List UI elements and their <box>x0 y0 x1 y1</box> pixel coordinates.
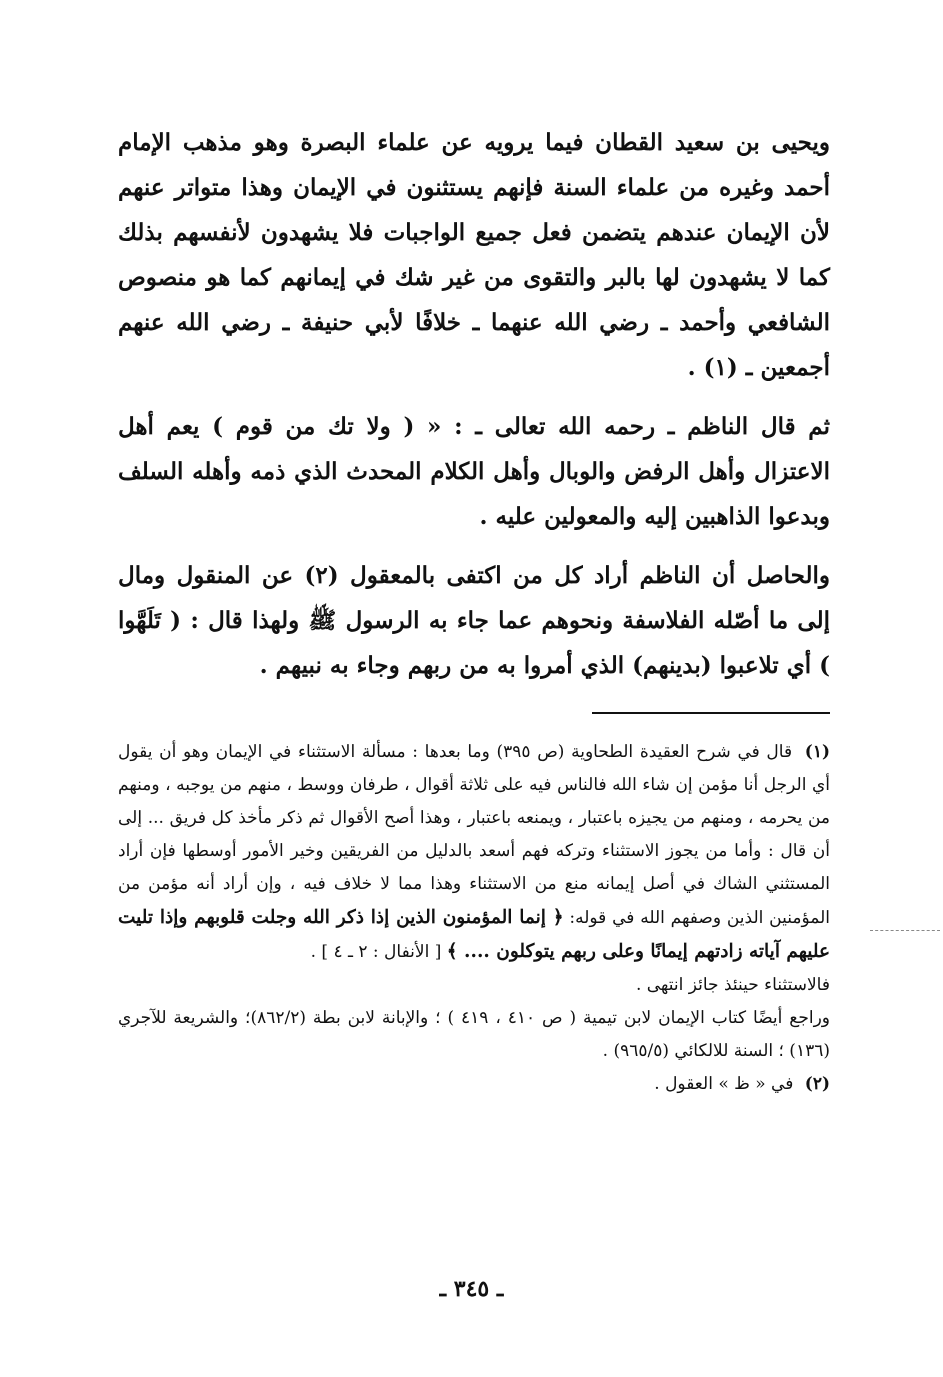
footnote-separator <box>592 712 830 714</box>
footnote-2 <box>118 1068 830 1101</box>
footnote-1-conclusion: فالاستثناء حينئذ جائز انتهى . <box>635 975 830 995</box>
footnote-1-references: وراجع أيضًا كتاب الإيمان لابن تيمية ( ص ٤١٠ ، ٤١٩ ) ؛ والإبانة لابن بطة (٨٦٢/٢)؛ والشريعة للآجري (١٣٦) ؛ السنة للالكائي (٩٦٥/٥) . <box>118 1008 830 1061</box>
footnotes <box>118 736 830 1101</box>
paragraph-1: ويحيى بن سعيد القطان فيما يرويه عن علماء البصرة وهو مذهب الإمام أحمد وغيره من علماء السنة فإنهم يستثنون في الإيمان وهذا متواتر عنهم لأن الإيمان عندهم يتضمن فعل جميع الواجبات فلا يشهدون لأنفسهم بذلك كما لا يشهدون لها بالبر والتقوى من غير شك في إيمانهم كما هو منصوص الشافعي وأحمد ـ رضي الله عنهما ـ خلافًا لأبي حنيفة ـ رضي الله عنهم أجمعين ـ (١) . <box>118 129 830 381</box>
margin-scan-mark <box>870 930 940 931</box>
page-number: ـ ٣٤٥ ـ <box>439 1276 504 1302</box>
footnote-1-text: قال في شرح العقيدة الطحاوية (ص ٣٩٥) وما بعدها : مسألة الاستثناء في الإيمان وهو أن يقول أي الرجل أنا مؤمن إن شاء الله فالناس فيه على ثلاثة أقوال ، طرفان ووسط ، منهم من يوجبه ، ومنهم من يحرمه ، ومنهم من يجيزه باعتبار ، ويمنعه باعتبار ، وهذا أصح الأقوال ثم ذكر مأخذ كل فريق ... إلى أن قال : وأما من يجوز الاستثناء وتركه فهم أسعد بالدليل من الفريقين وخير الأمور أوسطها فإن أراد المستثني الشاك في أصل إيمانه منع من الاستثناء وهذا مما لا خلاف فيه ، وإن أراد أنه مؤمن من المؤمنين الذين وصفهم الله في قوله: <box>118 742 830 928</box>
paragraph-2: ثم قال الناظم ـ رحمه الله تعالى ـ : « ( ولا تك من قوم ) يعم أهل الاعتزال وأهل الرفض والوبال وأهل الكلام المحدث الذي ذمه وأهله السلف وبدعوا الذاهبين إليه والمعولين عليه . <box>118 413 830 530</box>
main-text <box>118 120 830 702</box>
footnote-2-number: (٢) <box>804 1074 830 1094</box>
footnote-1-number: (١) <box>804 742 830 762</box>
footnote-1-quran: ﴿ إنما المؤمنون الذين إذا ذكر الله وجلت قلوبهم وإذا تليت عليهم آياته زادتهم إيمانًا وعلى ربهم يتوكلون .... ﴾ <box>118 907 830 962</box>
paragraph-3: والحاصل أن الناظم أراد كل من اكتفى بالمعقول (٢) عن المنقول ومال إلى ما أصّله الفلاسفة ونحوهم عما جاء به الرسول ﷺ ولهذا قال : ( تَلَهَّوا ) أي تلاعبوا (بدينهم) الذي أمروا به من ربهم وجاء به نبيهم . <box>118 562 830 679</box>
footnote-1-quran-ref: [ الأنفال : ٢ ـ ٤ ] . <box>310 942 442 962</box>
footnote-1 <box>118 736 830 969</box>
footnote-2-text: في « ظ » العقول . <box>654 1074 794 1094</box>
